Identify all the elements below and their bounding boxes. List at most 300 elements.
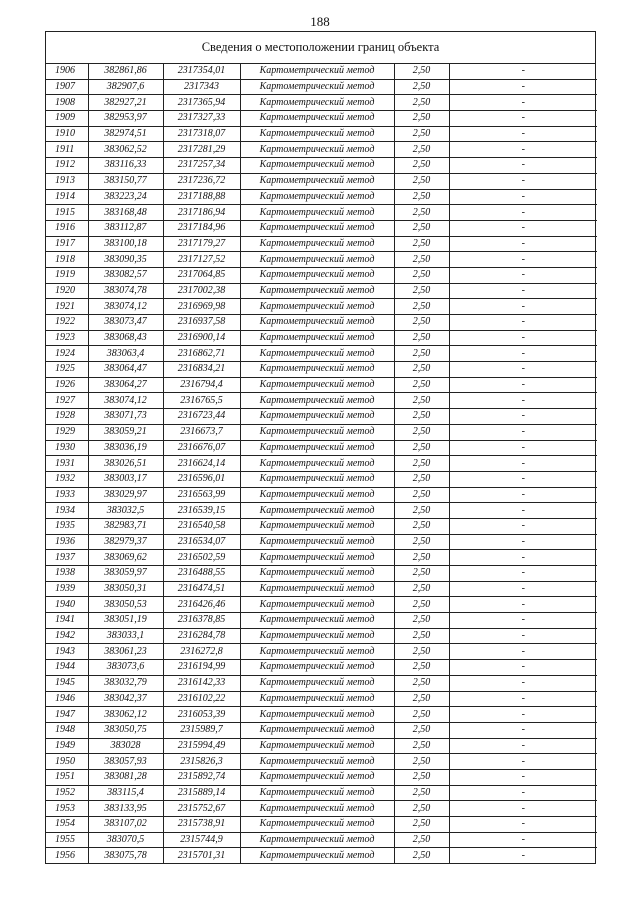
table-row bbox=[46, 330, 597, 346]
table-row bbox=[46, 534, 597, 550]
description-cell: - bbox=[449, 832, 597, 848]
x-coordinate-cell: 383032,5 bbox=[88, 503, 163, 519]
table-row bbox=[46, 346, 597, 362]
point-number-cell: 1918 bbox=[46, 252, 88, 268]
accuracy-cell: 2,50 bbox=[394, 691, 449, 707]
description-cell: - bbox=[449, 691, 597, 707]
point-number-cell: 1911 bbox=[46, 142, 88, 158]
accuracy-cell: 2,50 bbox=[394, 817, 449, 833]
x-coordinate-cell: 383081,28 bbox=[88, 769, 163, 785]
accuracy-cell: 2,50 bbox=[394, 722, 449, 738]
x-coordinate-cell: 383074,12 bbox=[88, 299, 163, 315]
point-number-cell: 1920 bbox=[46, 283, 88, 299]
description-cell: - bbox=[449, 64, 597, 79]
accuracy-cell: 2,50 bbox=[394, 518, 449, 534]
accuracy-cell: 2,50 bbox=[394, 754, 449, 770]
description-cell: - bbox=[449, 409, 597, 425]
table-row bbox=[46, 252, 597, 268]
x-coordinate-cell: 383069,62 bbox=[88, 550, 163, 566]
y-coordinate-cell: 2316862,71 bbox=[163, 346, 240, 362]
method-cell: Картометрический метод bbox=[240, 142, 394, 158]
table-row bbox=[46, 424, 597, 440]
point-number-cell: 1943 bbox=[46, 644, 88, 660]
description-cell: - bbox=[449, 205, 597, 221]
point-number-cell: 1926 bbox=[46, 377, 88, 393]
table-row bbox=[46, 393, 597, 409]
point-number-cell: 1923 bbox=[46, 330, 88, 346]
description-cell: - bbox=[449, 173, 597, 189]
method-cell: Картометрический метод bbox=[240, 471, 394, 487]
accuracy-cell: 2,50 bbox=[394, 111, 449, 127]
x-coordinate-cell: 382927,21 bbox=[88, 95, 163, 111]
x-coordinate-cell: 383168,48 bbox=[88, 205, 163, 221]
point-number-cell: 1952 bbox=[46, 785, 88, 801]
method-cell: Картометрический метод bbox=[240, 628, 394, 644]
table-row bbox=[46, 189, 597, 205]
x-coordinate-cell: 383026,51 bbox=[88, 456, 163, 472]
x-coordinate-cell: 383050,53 bbox=[88, 597, 163, 613]
point-number-cell: 1954 bbox=[46, 817, 88, 833]
description-cell: - bbox=[449, 566, 597, 582]
point-number-cell: 1935 bbox=[46, 518, 88, 534]
x-coordinate-cell: 383042,37 bbox=[88, 691, 163, 707]
point-number-cell: 1944 bbox=[46, 660, 88, 676]
x-coordinate-cell: 383064,47 bbox=[88, 362, 163, 378]
y-coordinate-cell: 2316563,99 bbox=[163, 487, 240, 503]
method-cell: Картометрический метод bbox=[240, 315, 394, 331]
x-coordinate-cell: 383112,87 bbox=[88, 220, 163, 236]
description-cell: - bbox=[449, 456, 597, 472]
y-coordinate-cell: 2316596,01 bbox=[163, 471, 240, 487]
point-number-cell: 1941 bbox=[46, 613, 88, 629]
y-coordinate-cell: 2316378,85 bbox=[163, 613, 240, 629]
table-row bbox=[46, 126, 597, 142]
y-coordinate-cell: 2316723,44 bbox=[163, 409, 240, 425]
point-number-cell: 1953 bbox=[46, 801, 88, 817]
description-cell: - bbox=[449, 613, 597, 629]
table-row bbox=[46, 236, 597, 252]
x-coordinate-cell: 383050,31 bbox=[88, 581, 163, 597]
accuracy-cell: 2,50 bbox=[394, 566, 449, 582]
table-row bbox=[46, 456, 597, 472]
table-row bbox=[46, 205, 597, 221]
method-cell: Картометрический метод bbox=[240, 409, 394, 425]
y-coordinate-cell: 2317186,94 bbox=[163, 205, 240, 221]
accuracy-cell: 2,50 bbox=[394, 738, 449, 754]
accuracy-cell: 2,50 bbox=[394, 440, 449, 456]
point-number-cell: 1948 bbox=[46, 722, 88, 738]
point-number-cell: 1927 bbox=[46, 393, 88, 409]
description-cell: - bbox=[449, 111, 597, 127]
accuracy-cell: 2,50 bbox=[394, 236, 449, 252]
x-coordinate-cell: 383068,43 bbox=[88, 330, 163, 346]
y-coordinate-cell: 2316142,33 bbox=[163, 675, 240, 691]
table-row bbox=[46, 597, 597, 613]
y-coordinate-cell: 2316426,46 bbox=[163, 597, 240, 613]
description-cell: - bbox=[449, 675, 597, 691]
point-number-cell: 1942 bbox=[46, 628, 88, 644]
table-title: Сведения о местоположении границ объекта bbox=[46, 32, 595, 64]
method-cell: Картометрический метод bbox=[240, 503, 394, 519]
description-cell: - bbox=[449, 660, 597, 676]
y-coordinate-cell: 2316539,15 bbox=[163, 503, 240, 519]
method-cell: Картометрический метод bbox=[240, 267, 394, 283]
accuracy-cell: 2,50 bbox=[394, 503, 449, 519]
x-coordinate-cell: 382907,6 bbox=[88, 79, 163, 95]
y-coordinate-cell: 2316673,7 bbox=[163, 424, 240, 440]
method-cell: Картометрический метод bbox=[240, 518, 394, 534]
accuracy-cell: 2,50 bbox=[394, 142, 449, 158]
accuracy-cell: 2,50 bbox=[394, 675, 449, 691]
table-row bbox=[46, 173, 597, 189]
accuracy-cell: 2,50 bbox=[394, 534, 449, 550]
point-number-cell: 1915 bbox=[46, 205, 88, 221]
method-cell: Картометрический метод bbox=[240, 173, 394, 189]
table-row bbox=[46, 503, 597, 519]
description-cell: - bbox=[449, 534, 597, 550]
table-row bbox=[46, 581, 597, 597]
y-coordinate-cell: 2315994,49 bbox=[163, 738, 240, 754]
y-coordinate-cell: 2317354,01 bbox=[163, 64, 240, 79]
table-row bbox=[46, 409, 597, 425]
point-number-cell: 1949 bbox=[46, 738, 88, 754]
description-cell: - bbox=[449, 487, 597, 503]
point-number-cell: 1951 bbox=[46, 769, 88, 785]
description-cell: - bbox=[449, 142, 597, 158]
table-row bbox=[46, 628, 597, 644]
point-number-cell: 1934 bbox=[46, 503, 88, 519]
point-number-cell: 1928 bbox=[46, 409, 88, 425]
accuracy-cell: 2,50 bbox=[394, 801, 449, 817]
accuracy-cell: 2,50 bbox=[394, 550, 449, 566]
table-row bbox=[46, 487, 597, 503]
table-row bbox=[46, 440, 597, 456]
accuracy-cell: 2,50 bbox=[394, 346, 449, 362]
method-cell: Картометрический метод bbox=[240, 613, 394, 629]
method-cell: Картометрический метод bbox=[240, 362, 394, 378]
table-row bbox=[46, 566, 597, 582]
y-coordinate-cell: 2317343 bbox=[163, 79, 240, 95]
description-cell: - bbox=[449, 754, 597, 770]
x-coordinate-cell: 383059,21 bbox=[88, 424, 163, 440]
point-number-cell: 1924 bbox=[46, 346, 88, 362]
accuracy-cell: 2,50 bbox=[394, 597, 449, 613]
table-row bbox=[46, 754, 597, 770]
table-row bbox=[46, 832, 597, 848]
x-coordinate-cell: 382983,71 bbox=[88, 518, 163, 534]
method-cell: Картометрический метод bbox=[240, 236, 394, 252]
method-cell: Картометрический метод bbox=[240, 299, 394, 315]
point-number-cell: 1950 bbox=[46, 754, 88, 770]
table-row bbox=[46, 518, 597, 534]
description-cell: - bbox=[449, 95, 597, 111]
point-number-cell: 1929 bbox=[46, 424, 88, 440]
table-row bbox=[46, 644, 597, 660]
x-coordinate-cell: 383090,35 bbox=[88, 252, 163, 268]
table-row bbox=[46, 377, 597, 393]
page-number: 188 bbox=[310, 14, 330, 29]
x-coordinate-cell: 382953,97 bbox=[88, 111, 163, 127]
method-cell: Картометрический метод bbox=[240, 817, 394, 833]
method-cell: Картометрический метод bbox=[240, 801, 394, 817]
method-cell: Картометрический метод bbox=[240, 377, 394, 393]
x-coordinate-cell: 382979,37 bbox=[88, 534, 163, 550]
description-cell: - bbox=[449, 330, 597, 346]
table-row bbox=[46, 315, 597, 331]
accuracy-cell: 2,50 bbox=[394, 173, 449, 189]
accuracy-cell: 2,50 bbox=[394, 362, 449, 378]
method-cell: Картометрический метод bbox=[240, 707, 394, 723]
accuracy-cell: 2,50 bbox=[394, 581, 449, 597]
method-cell: Картометрический метод bbox=[240, 189, 394, 205]
accuracy-cell: 2,50 bbox=[394, 660, 449, 676]
point-number-cell: 1914 bbox=[46, 189, 88, 205]
method-cell: Картометрический метод bbox=[240, 566, 394, 582]
point-number-cell: 1912 bbox=[46, 158, 88, 174]
x-coordinate-cell: 383070,5 bbox=[88, 832, 163, 848]
table-row bbox=[46, 769, 597, 785]
method-cell: Картометрический метод bbox=[240, 283, 394, 299]
description-cell: - bbox=[449, 236, 597, 252]
y-coordinate-cell: 2317002,38 bbox=[163, 283, 240, 299]
y-coordinate-cell: 2316937,58 bbox=[163, 315, 240, 331]
description-cell: - bbox=[449, 738, 597, 754]
x-coordinate-cell: 383074,78 bbox=[88, 283, 163, 299]
accuracy-cell: 2,50 bbox=[394, 205, 449, 221]
y-coordinate-cell: 2316502,59 bbox=[163, 550, 240, 566]
y-coordinate-cell: 2316474,51 bbox=[163, 581, 240, 597]
y-coordinate-cell: 2317318,07 bbox=[163, 126, 240, 142]
y-coordinate-cell: 2315989,7 bbox=[163, 722, 240, 738]
x-coordinate-cell: 383029,97 bbox=[88, 487, 163, 503]
x-coordinate-cell: 383150,77 bbox=[88, 173, 163, 189]
accuracy-cell: 2,50 bbox=[394, 330, 449, 346]
x-coordinate-cell: 383003,17 bbox=[88, 471, 163, 487]
point-number-cell: 1937 bbox=[46, 550, 88, 566]
y-coordinate-cell: 2315744,9 bbox=[163, 832, 240, 848]
method-cell: Картометрический метод bbox=[240, 393, 394, 409]
accuracy-cell: 2,50 bbox=[394, 471, 449, 487]
table-row bbox=[46, 691, 597, 707]
table-row bbox=[46, 362, 597, 378]
y-coordinate-cell: 2316794,4 bbox=[163, 377, 240, 393]
table-row bbox=[46, 550, 597, 566]
accuracy-cell: 2,50 bbox=[394, 299, 449, 315]
table-row bbox=[46, 675, 597, 691]
method-cell: Картометрический метод bbox=[240, 550, 394, 566]
description-cell: - bbox=[449, 267, 597, 283]
point-number-cell: 1922 bbox=[46, 315, 88, 331]
y-coordinate-cell: 2317127,52 bbox=[163, 252, 240, 268]
accuracy-cell: 2,50 bbox=[394, 393, 449, 409]
table-row bbox=[46, 471, 597, 487]
accuracy-cell: 2,50 bbox=[394, 220, 449, 236]
y-coordinate-cell: 2317281,29 bbox=[163, 142, 240, 158]
accuracy-cell: 2,50 bbox=[394, 769, 449, 785]
description-cell: - bbox=[449, 644, 597, 660]
boundary-table-frame bbox=[45, 31, 596, 864]
method-cell: Картометрический метод bbox=[240, 534, 394, 550]
point-number-cell: 1916 bbox=[46, 220, 88, 236]
accuracy-cell: 2,50 bbox=[394, 267, 449, 283]
x-coordinate-cell: 383073,6 bbox=[88, 660, 163, 676]
y-coordinate-cell: 2317184,96 bbox=[163, 220, 240, 236]
y-coordinate-cell: 2315701,31 bbox=[163, 848, 240, 863]
y-coordinate-cell: 2317236,72 bbox=[163, 173, 240, 189]
x-coordinate-cell: 383082,57 bbox=[88, 267, 163, 283]
point-number-cell: 1913 bbox=[46, 173, 88, 189]
method-cell: Картометрический метод bbox=[240, 832, 394, 848]
accuracy-cell: 2,50 bbox=[394, 832, 449, 848]
point-number-cell: 1931 bbox=[46, 456, 88, 472]
x-coordinate-cell: 383062,12 bbox=[88, 707, 163, 723]
y-coordinate-cell: 2316272,8 bbox=[163, 644, 240, 660]
description-cell: - bbox=[449, 707, 597, 723]
y-coordinate-cell: 2316534,07 bbox=[163, 534, 240, 550]
x-coordinate-cell: 383050,75 bbox=[88, 722, 163, 738]
table-row bbox=[46, 817, 597, 833]
accuracy-cell: 2,50 bbox=[394, 377, 449, 393]
table-row bbox=[46, 267, 597, 283]
accuracy-cell: 2,50 bbox=[394, 64, 449, 79]
accuracy-cell: 2,50 bbox=[394, 95, 449, 111]
table-row bbox=[46, 801, 597, 817]
point-number-cell: 1925 bbox=[46, 362, 88, 378]
accuracy-cell: 2,50 bbox=[394, 848, 449, 863]
method-cell: Картометрический метод bbox=[240, 95, 394, 111]
accuracy-cell: 2,50 bbox=[394, 79, 449, 95]
description-cell: - bbox=[449, 362, 597, 378]
description-cell: - bbox=[449, 189, 597, 205]
boundary-points-table bbox=[46, 64, 597, 863]
description-cell: - bbox=[449, 785, 597, 801]
accuracy-cell: 2,50 bbox=[394, 283, 449, 299]
accuracy-cell: 2,50 bbox=[394, 189, 449, 205]
y-coordinate-cell: 2316624,14 bbox=[163, 456, 240, 472]
accuracy-cell: 2,50 bbox=[394, 409, 449, 425]
description-cell: - bbox=[449, 440, 597, 456]
point-number-cell: 1930 bbox=[46, 440, 88, 456]
point-number-cell: 1956 bbox=[46, 848, 88, 863]
table-row bbox=[46, 79, 597, 95]
method-cell: Картометрический метод bbox=[240, 848, 394, 863]
description-cell: - bbox=[449, 299, 597, 315]
description-cell: - bbox=[449, 769, 597, 785]
accuracy-cell: 2,50 bbox=[394, 158, 449, 174]
x-coordinate-cell: 383116,33 bbox=[88, 158, 163, 174]
y-coordinate-cell: 2317179,27 bbox=[163, 236, 240, 252]
method-cell: Картометрический метод bbox=[240, 691, 394, 707]
method-cell: Картометрический метод bbox=[240, 252, 394, 268]
x-coordinate-cell: 383100,18 bbox=[88, 236, 163, 252]
method-cell: Картометрический метод bbox=[240, 424, 394, 440]
method-cell: Картометрический метод bbox=[240, 440, 394, 456]
point-number-cell: 1909 bbox=[46, 111, 88, 127]
description-cell: - bbox=[449, 817, 597, 833]
method-cell: Картометрический метод bbox=[240, 64, 394, 79]
x-coordinate-cell: 383223,24 bbox=[88, 189, 163, 205]
method-cell: Картометрический метод bbox=[240, 660, 394, 676]
description-cell: - bbox=[449, 158, 597, 174]
method-cell: Картометрический метод bbox=[240, 738, 394, 754]
accuracy-cell: 2,50 bbox=[394, 644, 449, 660]
point-number-cell: 1907 bbox=[46, 79, 88, 95]
y-coordinate-cell: 2317327,33 bbox=[163, 111, 240, 127]
description-cell: - bbox=[449, 722, 597, 738]
accuracy-cell: 2,50 bbox=[394, 424, 449, 440]
table-row bbox=[46, 158, 597, 174]
y-coordinate-cell: 2316284,78 bbox=[163, 628, 240, 644]
y-coordinate-cell: 2316488,55 bbox=[163, 566, 240, 582]
accuracy-cell: 2,50 bbox=[394, 707, 449, 723]
description-cell: - bbox=[449, 315, 597, 331]
y-coordinate-cell: 2315892,74 bbox=[163, 769, 240, 785]
x-coordinate-cell: 383062,52 bbox=[88, 142, 163, 158]
description-cell: - bbox=[449, 346, 597, 362]
y-coordinate-cell: 2315738,91 bbox=[163, 817, 240, 833]
method-cell: Картометрический метод bbox=[240, 158, 394, 174]
point-number-cell: 1938 bbox=[46, 566, 88, 582]
x-coordinate-cell: 383059,97 bbox=[88, 566, 163, 582]
table-row bbox=[46, 613, 597, 629]
y-coordinate-cell: 2316765,5 bbox=[163, 393, 240, 409]
point-number-cell: 1945 bbox=[46, 675, 88, 691]
table-row bbox=[46, 738, 597, 754]
x-coordinate-cell: 383075,78 bbox=[88, 848, 163, 863]
description-cell: - bbox=[449, 126, 597, 142]
x-coordinate-cell: 383028 bbox=[88, 738, 163, 754]
point-number-cell: 1908 bbox=[46, 95, 88, 111]
point-number-cell: 1936 bbox=[46, 534, 88, 550]
method-cell: Картометрический метод bbox=[240, 754, 394, 770]
method-cell: Картометрический метод bbox=[240, 126, 394, 142]
x-coordinate-cell: 383107,02 bbox=[88, 817, 163, 833]
x-coordinate-cell: 383073,47 bbox=[88, 315, 163, 331]
y-coordinate-cell: 2316102,22 bbox=[163, 691, 240, 707]
method-cell: Картометрический метод bbox=[240, 722, 394, 738]
y-coordinate-cell: 2317365,94 bbox=[163, 95, 240, 111]
accuracy-cell: 2,50 bbox=[394, 456, 449, 472]
y-coordinate-cell: 2315752,67 bbox=[163, 801, 240, 817]
point-number-cell: 1947 bbox=[46, 707, 88, 723]
method-cell: Картометрический метод bbox=[240, 205, 394, 221]
y-coordinate-cell: 2316969,98 bbox=[163, 299, 240, 315]
table-row bbox=[46, 64, 597, 79]
table-body bbox=[46, 64, 597, 863]
method-cell: Картометрический метод bbox=[240, 220, 394, 236]
method-cell: Картометрический метод bbox=[240, 330, 394, 346]
accuracy-cell: 2,50 bbox=[394, 785, 449, 801]
accuracy-cell: 2,50 bbox=[394, 126, 449, 142]
method-cell: Картометрический метод bbox=[240, 456, 394, 472]
x-coordinate-cell: 383071,73 bbox=[88, 409, 163, 425]
table-row bbox=[46, 660, 597, 676]
description-cell: - bbox=[449, 628, 597, 644]
table-row bbox=[46, 707, 597, 723]
accuracy-cell: 2,50 bbox=[394, 628, 449, 644]
table-row bbox=[46, 785, 597, 801]
x-coordinate-cell: 382974,51 bbox=[88, 126, 163, 142]
x-coordinate-cell: 383033,1 bbox=[88, 628, 163, 644]
y-coordinate-cell: 2316676,07 bbox=[163, 440, 240, 456]
description-cell: - bbox=[449, 597, 597, 613]
x-coordinate-cell: 382861,86 bbox=[88, 64, 163, 79]
accuracy-cell: 2,50 bbox=[394, 315, 449, 331]
accuracy-cell: 2,50 bbox=[394, 487, 449, 503]
point-number-cell: 1910 bbox=[46, 126, 88, 142]
description-cell: - bbox=[449, 283, 597, 299]
table-row bbox=[46, 111, 597, 127]
